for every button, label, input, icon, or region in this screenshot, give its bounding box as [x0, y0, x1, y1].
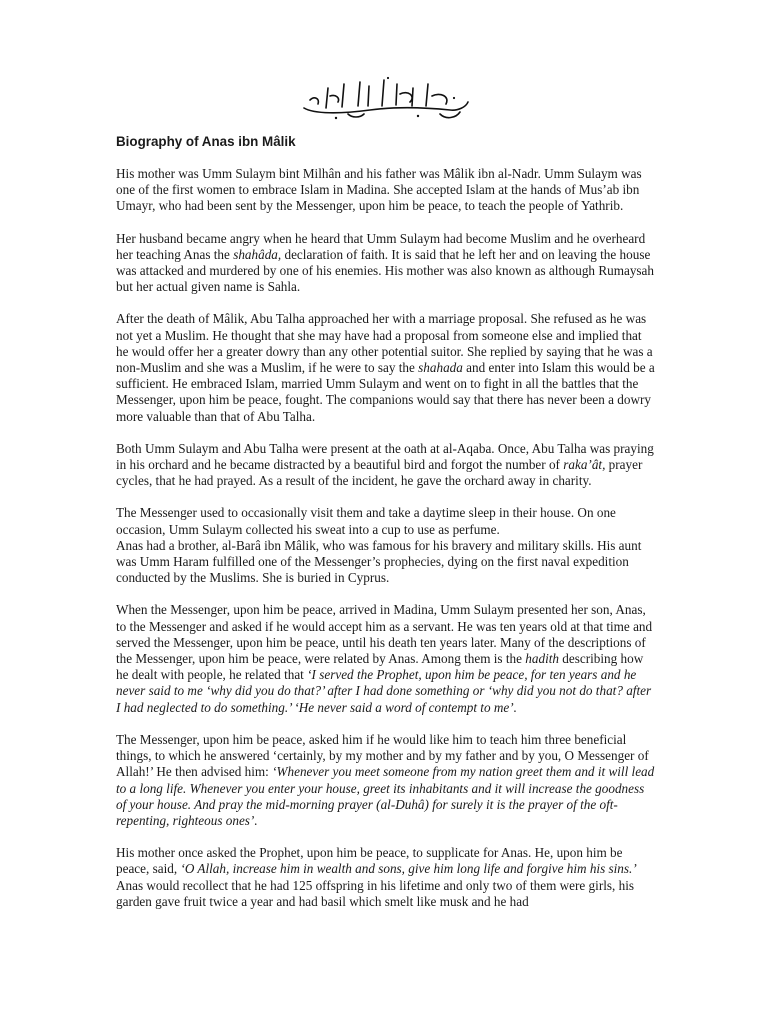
paragraph-1: His mother was Umm Sulaym bint Milhân and his father was Mâlik ibn al-Nadr. Umm Sulaym was one of the first women to embrace Islam in Madina. She accepted Islam at the hands of Mus’ab ibn Umayr, who had been sent by the Messenger, upon him be peace, to teach the people of Yathrib.: [116, 166, 642, 214]
document-body: [116, 133, 656, 926]
paragraph-3: After the death of Mâlik, Abu Talha approached her with a marriage proposal. She refused as he was not yet a Muslim. He thought that she may have had a proposal from someone else and implied that he would offer her a greater dowry than any other potential suitor. She replied by saying that he was a non-Muslim and she was a Muslim, if he were to say the shahada and enter into Islam this would be a sufficient. He embraced Islam, married Umm Sulaym and went on to fight in all the battles that the Messenger, upon him be peace, fought. The companions would say that there has never been a dowry more valuable than that of Abu Talha.: [116, 311, 655, 424]
paragraph-8: The Messenger, upon him be peace, asked him if he would like him to teach him three beneficial things, to which he answered ‘certainly, by my mother and by my father and by you, O Messenger of Allah!’ He then advised him: ‘Whenever you meet someone from my nation greet them and it will lead to a long life. Whenever you enter your house, greet its inhabitants and it will increase the goodness of your house. And pray the mid-morning prayer (al-Duhâ) for surely it is the prayer of the oft- repenting, righteous ones’.: [116, 731, 655, 828]
paragraph-5: The Messenger used to occasionally visit them and take a daytime sleep in their house. On one occasion, Umm Sulaym collected his sweat into a cup to use as perfume.: [116, 505, 616, 537]
paragraph-9: His mother once asked the Prophet, upon him be peace, to supplicate for Anas. He, upon him be peace, said, ‘O Allah, increase him in wealth and sons, give him long life and forgive him his sins.’ Anas would recollect that he had 125 offspring in his lifetime and only two of them were girls, his garden gave fruit twice a year and had basil which smelt like musk and he had: [116, 845, 637, 909]
basmala-calligraphy: [300, 74, 472, 122]
paragraph-7: When the Messenger, upon him be peace, arrived in Madina, Umm Sulaym presented her son, Anas, to the Messenger and asked if he would accept him as a servant. He was ten years old at that time and served the Messenger, upon him be peace, until his death ten years later. Many of the descriptions of the Messenger, upon him be peace, were related by Anas. Among them is the hadith describing how he dealt with people, he related that ‘I served the Prophet, upon him be peace, for ten years and he never said to me ‘why did you do that?’ after I had done something or ‘why did you not do that? after I had neglected to do something.’ ‘He never said a word of contempt to me’.: [116, 602, 653, 715]
document-title: Biography of Anas ibn Mâlik: [116, 134, 296, 149]
paragraph-6: Anas had a brother, al-Barâ ibn Mâlik, who was famous for his bravery and military skills. His aunt was Umm Haram fulfilled one of the Messenger’s prophecies, dying on the first naval expedition conducted by the Muslims. She is buried in Cyprus.: [116, 537, 642, 586]
paragraph-2: Her husband became angry when he heard that Umm Sulaym had become Muslim and he overheard her teaching Anas the shahâda, declaration of faith. It is said that he left her and on leaving the house was attacked and murdered by one of his enemies. His mother was also known as although Rumaysah but her actual given name is Sahla.: [116, 230, 654, 295]
paragraph-4: Both Umm Sulaym and Abu Talha were present at the oath at al-Aqaba. Once, Abu Talha was praying in his orchard and he became distracted by a beautiful bird and forgot the number of raka’ât, prayer cycles, that he had prayed. As a result of the incident, he gave the orchard away in charity.: [116, 440, 654, 489]
